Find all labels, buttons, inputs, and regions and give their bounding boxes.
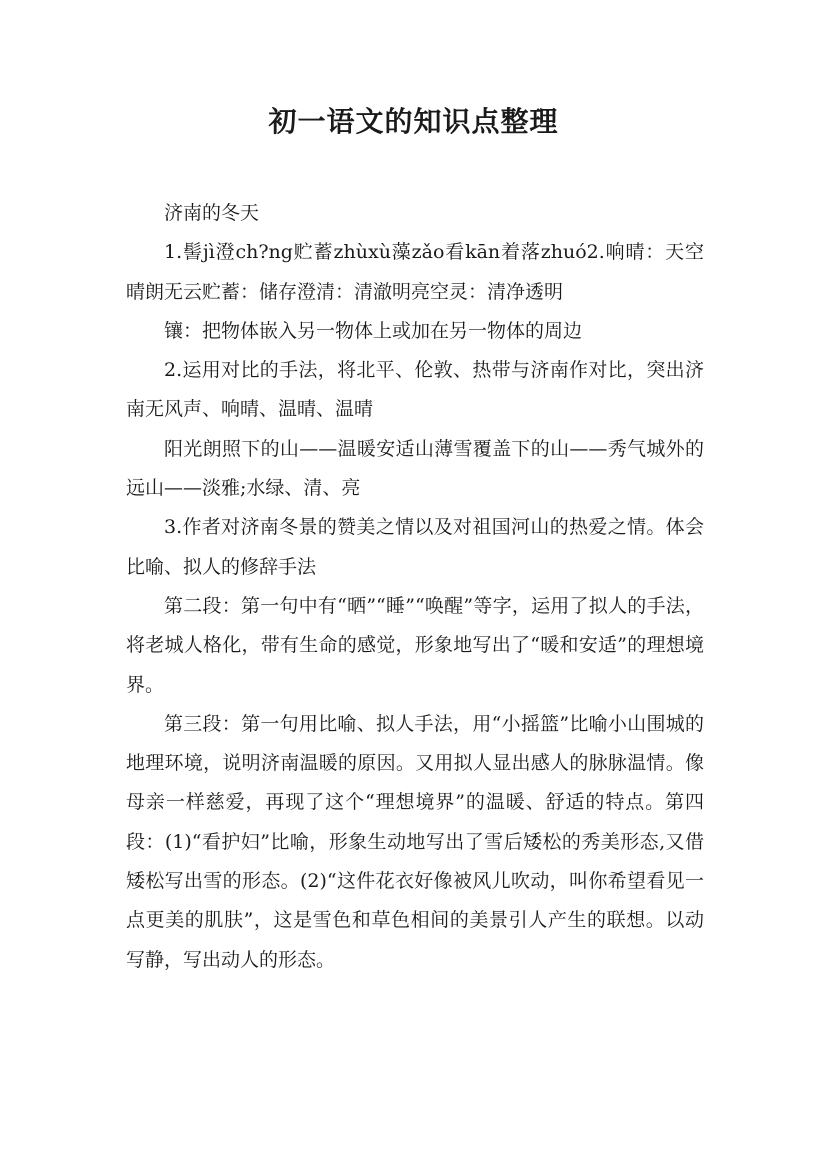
document-title: 初一语文的知识点整理 [268,105,559,138]
paragraph-vocabulary: 1.髻jì澄ch?ng贮蓄zhùxù藻zǎo看kān着落zhuó2.响晴：天空晴朗无云贮蓄：储存澄清：清澈明亮空灵：清净透明 [126,241,704,303]
document-body [126,194,704,980]
paragraph-second-section: 第二段：第一句中有“晒”“睡”“唤醒”等字，运用了拟人的手法，将老城人格化，带有生命的感觉，形象地写出了“暖和安适”的理想境界。 [126,594,704,696]
paragraph-third-section: 第三段：第一句用比喻、拟人手法，用“小摇篮”比喻小山围城的地理环境，说明济南温暖的原因。又用拟人显出感人的脉脉温情。像母亲一样慈爱，再现了这个“理想境界”的温暖、舒适的特点。第四段：(1)“看护妇”比喻，形象生动地写出了雪后矮松的秀美形态,又借矮松写出雪的形态。(2)“这件花衣好像被风儿吹动，叫你希望看见一点更美的肌肤”，这是雪色和草色相间的美景引人产生的联想。以动写静，写出动人的形态。 [126,712,704,971]
paragraph-section-heading: 济南的冬天 [164,202,260,224]
paragraph-contrast: 2.运用对比的手法，将北平、伦敦、热带与济南作对比，突出济南无风声、响晴、温晴、温晴 [126,359,704,421]
paragraph-definition: 镶：把物体嵌入另一物体上或加在另一物体的周边 [164,319,583,342]
paragraph-mountains: 阳光朗照下的山——温暖安适山薄雪覆盖下的山——秀气城外的远山——淡雅;水绿、清、亮 [126,437,704,500]
paragraph-theme: 3.作者对济南冬景的赞美之情以及对祖国河山的热爱之情。体会比喻、拟人的修辞手法 [126,516,704,578]
